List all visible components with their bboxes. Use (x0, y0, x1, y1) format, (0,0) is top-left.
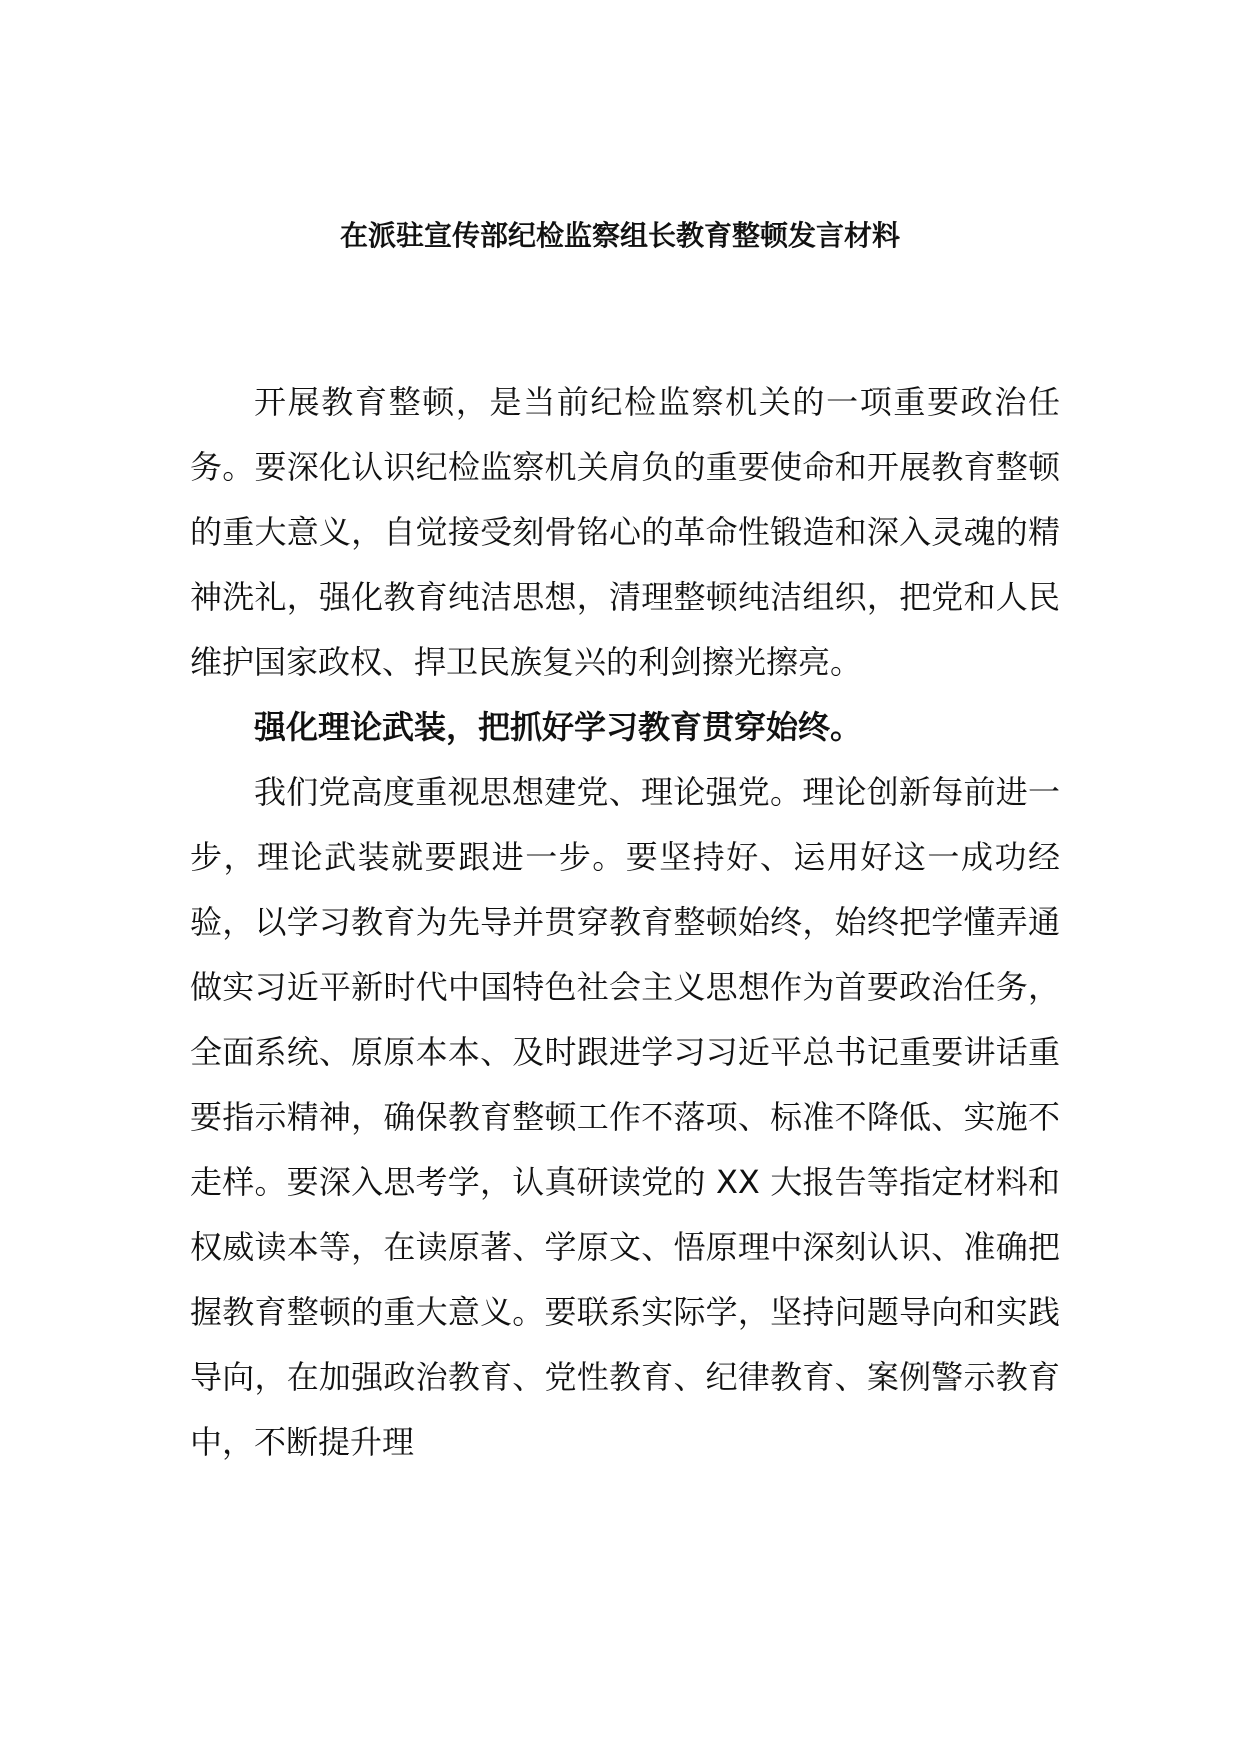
document-title: 在派驻宣传部纪检监察组长教育整顿发言材料 (339, 219, 900, 252)
intro-paragraph: 开展教育整顿，是当前纪检监察机关的一项重要政治任务。要深化认识纪检监察机关肩负的重要使命和开展教育整顿的重大意义，自觉接受刻骨铭心的革命性锻造和深入灵魂的精神洗礼，强化教育纯洁思想，清理整顿纯洁组织，把党和人民维护国家政权、捍卫民族复兴的利剑擦光擦亮。 (190, 383, 1060, 681)
document-body (190, 370, 1060, 1475)
section-heading: 强化理论武装，把抓好学习教育贯穿始终。 (254, 708, 863, 746)
body-paragraph: 我们党高度重视思想建党、理论强党。理论创新每前进一步，理论武装就要跟进一步。要坚持好、运用好这一成功经验，以学习教育为先导并贯穿教育整顿始终，始终把学懂弄通做实习近平新时代中国特色社会主义思想作为首要政治任务，全面系统、原原本本、及时跟进学习习近平总书记重要讲话重要指示精神，确保教育整顿工作不落项、标准不降低、实施不走样。要深入思考学，认真研读党的 XX 大报告等指定材料和权威读本等，在读原著、学原文、悟原理中深刻认识、准确把握教育整顿的重大意义。要联系实际学，坚持问题导向和实践导向，在加强政治教育、党性教育、纪律教育、案例警示教育中，不断提升理 (190, 773, 1060, 1461)
